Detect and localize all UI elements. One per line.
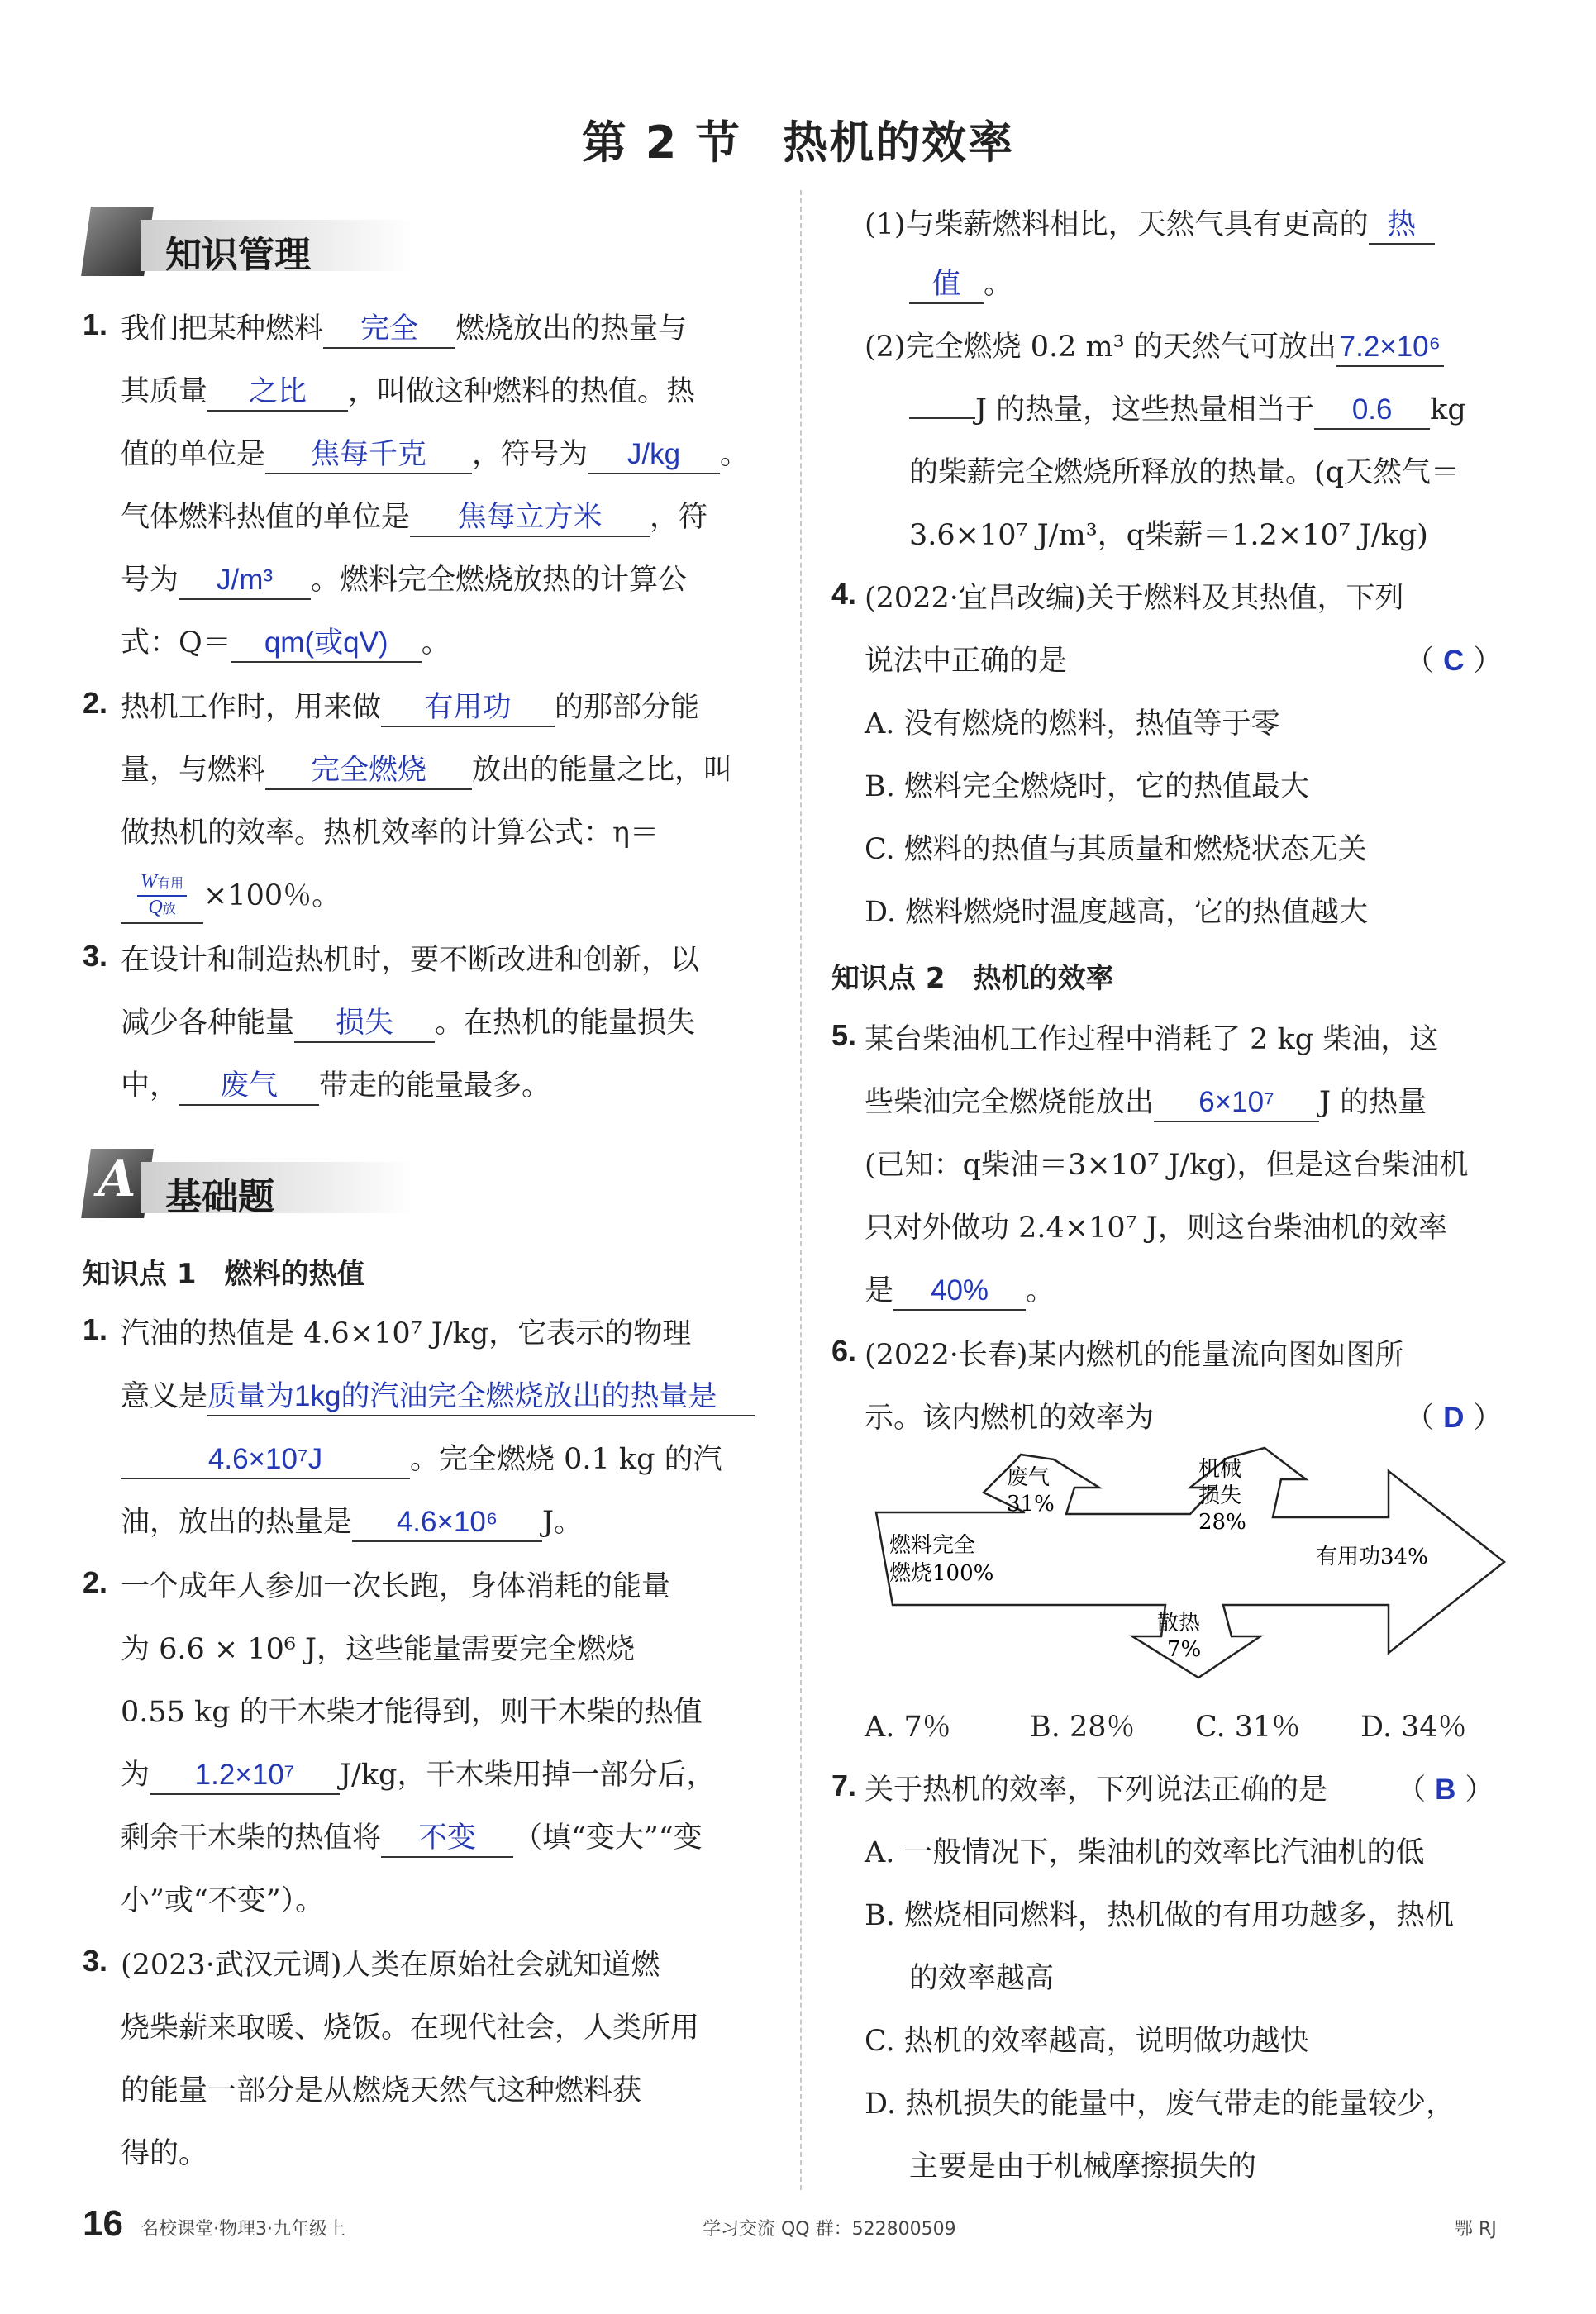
b7-line1: 关于热机的效率，下列说法正确的是 — [865, 1774, 1328, 1807]
b3-line2: 烧柴薪来取暖、烧饭。在现代社会，人类所用 — [121, 2012, 700, 2045]
b1-line4: 油，放出的热量是 4.6×10⁶ J。 — [121, 1491, 583, 1554]
useful-work-label: 有用功34% — [1316, 1545, 1428, 1569]
b4-option-a: A. 没有燃烧的燃料，热值等于零 — [865, 707, 1280, 740]
mech-loss-value: 28% — [1198, 1510, 1246, 1535]
b7-answer: （ B ） — [1397, 1774, 1494, 1807]
b2-line4: 为 1.2×10⁷ J/kg，干木柴用掉一部分后， — [121, 1744, 715, 1807]
b6-line1: (2022·长春)某内燃机的能量流向图如图所 — [865, 1339, 1404, 1372]
footer-edition: 鄂 RJ — [1455, 2219, 1497, 2240]
b4-line1: (2022·宜昌改编)关于燃料及其热值，下列 — [865, 582, 1404, 615]
question-number: 1. — [83, 307, 108, 341]
answer-blank: 完全 — [323, 311, 455, 349]
b4-option-d: D. 燃料燃烧时温度越高，它的热值越大 — [865, 896, 1369, 929]
k3-line1: 在设计和制造热机时，要不断改进和创新，以 — [121, 944, 700, 977]
b5-line3: (已知：q柴油＝3×10⁷ J/kg)，但是这台柴油机 — [865, 1149, 1469, 1182]
question-number: 3. — [83, 939, 108, 973]
option-d: D. 34％ — [1360, 1711, 1467, 1744]
answer-blank: 值 — [909, 266, 984, 304]
b2-line3: 0.55 kg 的干木柴才能得到，则干木柴的热值 — [121, 1696, 703, 1729]
k2-line3: 做热机的效率。热机效率的计算公式：η＝ — [121, 817, 659, 850]
answer-blank: 有用功 — [381, 689, 555, 727]
answer-blank: 废气 — [179, 1068, 319, 1106]
b3-sub2-line4: 3.6×10⁷ J/m³，q柴薪＝1.2×10⁷ J/kg) — [909, 519, 1428, 552]
b4-line2: 说法中正确的是 — [865, 645, 1068, 678]
b3-sub1-line1: (1)与柴薪燃料相比，天然气具有更高的 热 — [865, 193, 1435, 256]
page-number: 16 — [83, 2203, 123, 2244]
answer-blank: J/m³ — [179, 562, 311, 600]
b7-option-b2: 的效率越高 — [909, 1962, 1055, 1995]
answer-blank: 4.6×10⁷J — [121, 1441, 410, 1479]
k3-line2: 减少各种能量 损失 。在热机的能量损失 — [121, 992, 695, 1055]
answer-blank: 不变 — [381, 1820, 513, 1858]
b3-line4: 得的。 — [121, 2137, 208, 2170]
page-title — [0, 107, 1596, 171]
answer-blank: 损失 — [294, 1005, 435, 1043]
option-a: A. 7％ — [865, 1711, 951, 1744]
b1-line1: 汽油的热值是 4.6×10⁷ J/kg，它表示的物理 — [121, 1317, 692, 1350]
question-number: 7. — [831, 1769, 857, 1802]
answer-blank: 1.2×10⁷ — [150, 1757, 340, 1795]
answer-blank: 7.2×10⁶ — [1336, 329, 1444, 367]
b2-line1: 一个成年人参加一次长跑，身体消耗的能量 — [121, 1570, 671, 1603]
b1-line2: 意义是质量为1kg的汽油完全燃烧放出的热量是 — [121, 1365, 755, 1428]
option-b: B. 28％ — [1030, 1711, 1136, 1744]
k1-line6: 式：Q＝ qm(或qV) 。 — [121, 612, 450, 674]
b6-answer: （ D ） — [1405, 1402, 1503, 1435]
book-title: 名校课堂·物理3·九年级上 — [141, 2219, 345, 2240]
b7-option-d2: 主要是由于机械摩擦损失的 — [909, 2150, 1257, 2183]
b4-option-c: C. 燃料的热值与其质量和燃烧状态无关 — [865, 833, 1367, 866]
b7-option-b1: B. 燃烧相同燃料，热机做的有用功越多，热机 — [865, 1899, 1454, 1932]
section-number: 第 2 节 — [581, 117, 742, 169]
answer-blank: 质量为1kg的汽油完全燃烧放出的热量是 — [207, 1378, 755, 1416]
option-c: C. 31％ — [1195, 1711, 1301, 1744]
column-divider — [800, 190, 802, 2190]
exhaust-label: 废气 — [1007, 1465, 1051, 1490]
question-number: 6. — [831, 1334, 857, 1368]
k3-line3: 中， 废气 带走的能量最多。 — [121, 1055, 550, 1117]
k1-line2: 其质量 之比 ，叫做这种燃料的热值。热 — [121, 360, 695, 423]
k1-line5: 号为 J/m³ 。燃料完全燃烧放热的计算公 — [121, 549, 687, 612]
answer-blank: 之比 — [207, 374, 348, 412]
b3-line3: 的能量一部分是从燃烧天然气这种燃料获 — [121, 2074, 642, 2107]
b3-line1: (2023·武汉元调)人类在原始社会就知道燃 — [121, 1949, 660, 1982]
b7-option-d1: D. 热机损失的能量中，废气带走的能量较少， — [865, 2088, 1455, 2121]
input-value: 燃烧100% — [889, 1561, 994, 1586]
question-number: 4. — [831, 577, 857, 611]
answer-blank: 焦每千克 — [265, 436, 472, 474]
answer-blank: 焦每立方米 — [410, 499, 650, 537]
answer-blank: 6×10⁷ — [1154, 1084, 1319, 1122]
b5-line2: 些柴油完全燃烧能放出 6×10⁷ J 的热量 — [865, 1071, 1427, 1134]
b6-options — [865, 1696, 1493, 1759]
knowledge-point-1: 知识点 1 燃料的热值 — [83, 1258, 365, 1291]
question-number: 5. — [831, 1018, 857, 1052]
answer-blank: qm(或qV) — [231, 625, 422, 663]
answer-blank: 40% — [893, 1273, 1026, 1311]
b2-line2: 为 6.6 × 10⁶ J，这些能量需要完全燃烧 — [121, 1633, 636, 1666]
b3-sub2-line3: 的柴薪完全燃烧所释放的热量。(q天然气＝ — [909, 456, 1460, 489]
energy-flow-diagram — [860, 1438, 1513, 1686]
section-name: 热机的效率 — [783, 117, 1015, 169]
heat-loss-label: 散热 — [1157, 1611, 1201, 1636]
answer-blank: 0.6 — [1314, 392, 1430, 430]
exhaust-value: 31% — [1007, 1492, 1055, 1516]
input-label: 燃料完全 — [889, 1533, 976, 1558]
b5-line1: 某台柴油机工作过程中消耗了 2 kg 柴油，这 — [865, 1023, 1439, 1056]
b5-line4: 只对外做功 2.4×10⁷ J，则这台柴油机的效率 — [865, 1212, 1447, 1245]
b2-line6: 小”或“不变”）。 — [121, 1884, 325, 1917]
b3-sub2-line1: (2)完全燃烧 0.2 m³ 的天然气可放出 7.2×10⁶ — [865, 316, 1444, 379]
answer-blank: J/kg — [588, 436, 720, 474]
answer-blank: 完全燃烧 — [265, 752, 472, 790]
b7-option-c: C. 热机的效率越高，说明做功越快 — [865, 2025, 1309, 2058]
efficiency-fraction: $\frac{\text{W有用}}{\text{Q放}}$ — [121, 871, 203, 924]
b1-line3: 4.6×10⁷J 。完全燃烧 0.1 kg 的汽 — [121, 1428, 722, 1491]
question-number: 3. — [83, 1944, 108, 1978]
b4-answer: （ C ） — [1405, 645, 1503, 678]
b3-sub1-line2: 值 。 — [909, 253, 1012, 316]
heat-loss-value: 7% — [1167, 1637, 1202, 1662]
mech-loss-label-1: 机械 — [1198, 1457, 1242, 1482]
k1-line3: 值的单位是 焦每千克 ，符号为 J/kg 。 — [121, 423, 749, 486]
answer-blank: 4.6×10⁶ — [352, 1504, 542, 1542]
b6-line2: 示。该内燃机的效率为 — [865, 1402, 1155, 1435]
footer-center: 学习交流 QQ 群：522800509 — [703, 2219, 956, 2240]
k2-line4: $\frac{\text{W有用}}{\text{Q放}}$ ×100％。 — [121, 864, 341, 927]
b5-line5: 是 40% 。 — [865, 1259, 1055, 1322]
knowledge-point-2: 知识点 2 热机的效率 — [831, 962, 1114, 995]
answer-blank: 热 — [1369, 207, 1435, 245]
k2-line2: 量，与燃料 完全燃烧 放出的能量之比，叫 — [121, 739, 732, 802]
b4-option-b: B. 燃料完全燃烧时，它的热值最大 — [865, 770, 1309, 803]
question-number: 2. — [83, 1565, 108, 1599]
b7-option-a: A. 一般情况下，柴油机的效率比汽油机的低 — [865, 1836, 1425, 1869]
k2-line1: 热机工作时，用来做 有用功 的那部分能 — [121, 676, 699, 739]
b3-sub2-line2: J 的热量，这些热量相当于 0.6 kg — [909, 379, 1466, 441]
question-number: 1. — [83, 1312, 108, 1346]
b2-line5: 剩余干木柴的热值将 不变 （填“变大”“变 — [121, 1807, 703, 1869]
k1-line1: 我们把某种燃料 完全 燃烧放出的热量与 — [121, 298, 687, 360]
mech-loss-label-2: 损失 — [1198, 1483, 1242, 1508]
k1-line4: 气体燃料热值的单位是 焦每立方米 ，符 — [121, 486, 707, 549]
question-number: 2. — [83, 686, 108, 720]
